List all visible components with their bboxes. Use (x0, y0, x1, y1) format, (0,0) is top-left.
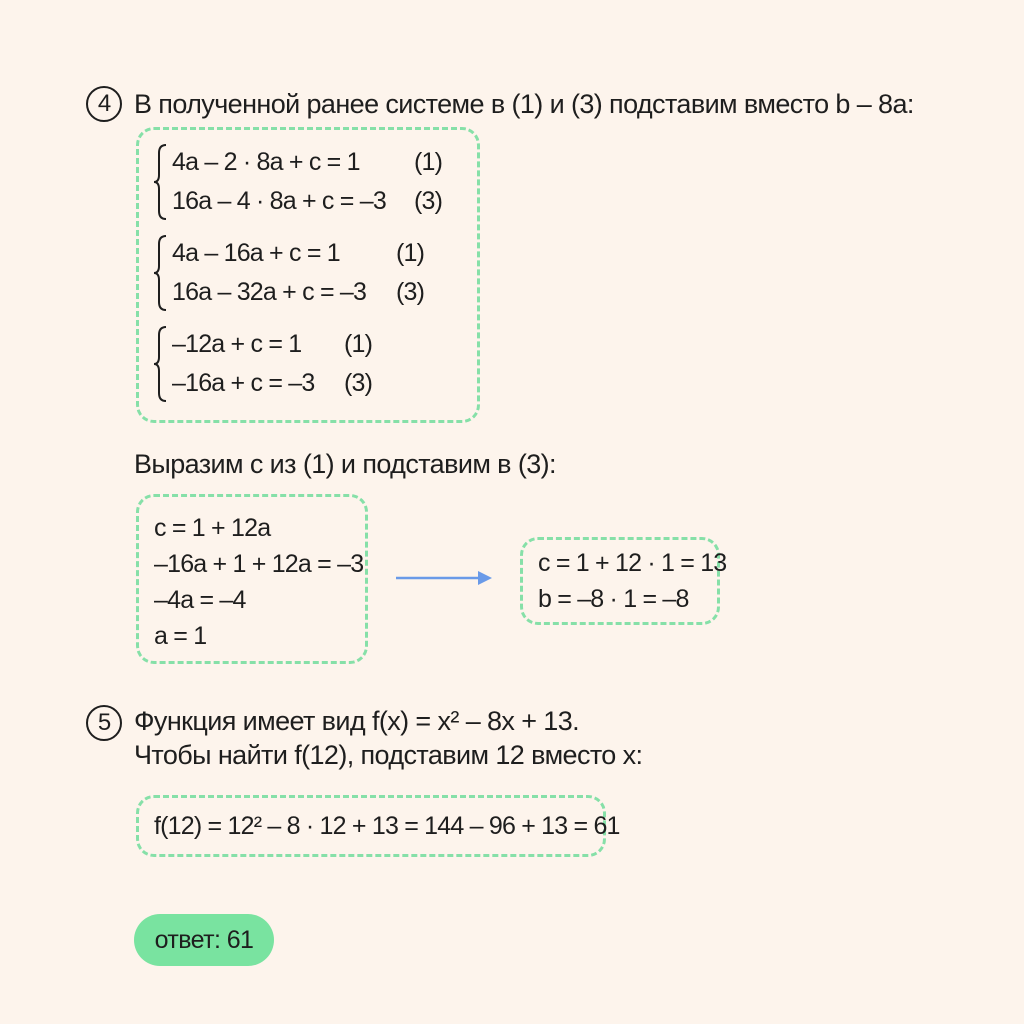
step5-line1: Функция имеет вид f(x) = x² – 8x + 13. (134, 706, 580, 736)
result-lines (538, 545, 726, 617)
equation: –12a + c = 1 (172, 330, 302, 358)
formula: f(12) = 12² – 8 · 12 + 13 = 144 – 96 + 13 = 61 (154, 812, 620, 840)
equation-label: (1) (414, 148, 443, 176)
solve-line: a = 1 (154, 622, 207, 650)
solve-line: –16a + 1 + 12a = –3 (154, 550, 364, 578)
step4-heading: В полученной ранее системе в (1) и (3) подставим вместо b – 8a: (134, 89, 914, 119)
equation: 16a – 4 · 8a + c = –3 (172, 187, 386, 215)
equation-label: (3) (414, 187, 443, 215)
equation-label: (1) (344, 330, 373, 358)
brace-icon (152, 143, 168, 221)
equation: 16a – 32a + c = –3 (172, 278, 367, 306)
system-3 (152, 325, 372, 403)
brace-icon (152, 325, 168, 403)
step-number-4: 4 (86, 86, 122, 122)
equation-label: (3) (396, 278, 425, 306)
solve-lines (154, 510, 363, 654)
solve-line: –4a = –4 (154, 586, 246, 614)
system-2 (152, 234, 424, 312)
equation-label: (1) (396, 239, 425, 267)
equation: 4a – 2 · 8a + c = 1 (172, 148, 360, 176)
equation: 4a – 16a + c = 1 (172, 239, 340, 267)
step-number-5: 5 (86, 705, 122, 741)
result-line: c = 1 + 12 · 1 = 13 (538, 549, 727, 577)
express-text: Выразим c из (1) и подставим в (3): (134, 449, 556, 479)
answer-badge: ответ: 61 (134, 914, 274, 966)
step5-line2: Чтобы найти f(12), подставим 12 вместо x: (134, 740, 643, 770)
brace-icon (152, 234, 168, 312)
arrow-right-icon (394, 568, 498, 588)
equation: –16a + c = –3 (172, 369, 315, 397)
system-1 (152, 143, 442, 221)
equation-label: (3) (344, 369, 373, 397)
result-line: b = –8 · 1 = –8 (538, 585, 689, 613)
solve-line: c = 1 + 12a (154, 514, 271, 542)
